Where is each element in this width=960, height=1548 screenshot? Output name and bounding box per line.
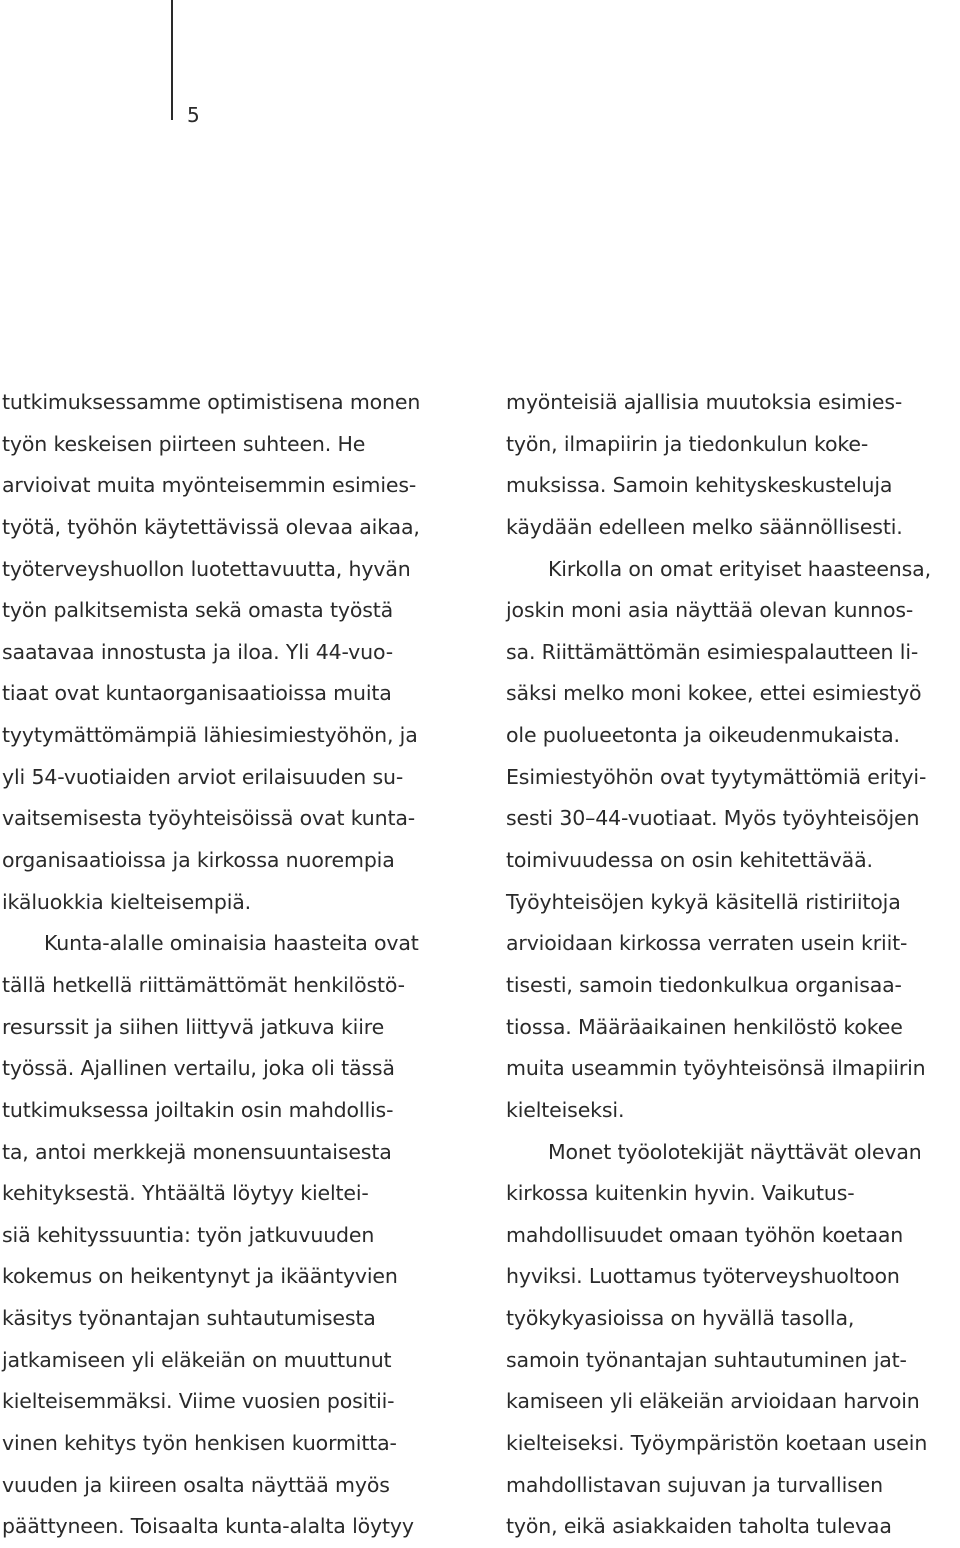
text-line: Monet työolotekijät näyttävät olevan — [548, 1139, 922, 1164]
text-line: tällä hetkellä riittämättömät henkilöstö- — [2, 972, 405, 997]
text-line: joskin moni asia näyttää olevan kunnos- — [506, 598, 914, 623]
text-line: kielteisemmäksi. Viime vuosien positii- — [2, 1389, 395, 1414]
text-line: ta, antoi merkkejä monensuuntaisesta — [2, 1139, 392, 1164]
text-line: käsitys työnantajan suhtautumisesta — [2, 1306, 376, 1331]
text-line: tutkimuksessamme optimistisena monen — [2, 390, 421, 414]
text-line: arvioidaan kirkossa verraten usein kriit- — [506, 931, 908, 956]
text-line: ikäluokkia kielteisempiä. — [2, 889, 252, 914]
text-line: säksi melko moni kokee, ettei esimiestyö — [506, 681, 922, 706]
text-line: tutkimuksessa joiltakin osin mahdollis- — [2, 1097, 394, 1122]
text-line: myönteisiä ajallisia muutoksia esimies- — [506, 390, 903, 414]
text-line: Työyhteisöjen kykyä käsitellä ristiriitoja — [506, 889, 901, 914]
text-line: kirkossa kuitenkin hyvin. Vaikutus- — [506, 1181, 855, 1206]
text-line: kielteiseksi. Työympäristön koetaan usein — [506, 1431, 928, 1456]
text-line: sesti 30–44-vuotiaat. Myös työyhteisöjen — [506, 806, 920, 831]
text-line: mahdollisuudet omaan työhön koetaan — [506, 1222, 904, 1247]
text-line: samoin työnantajan suhtautuminen jat- — [506, 1347, 907, 1372]
text-line: työn keskeisen piirteen suhteen. He — [2, 431, 366, 456]
text-line: työterveyshuollon luotettavuutta, hyvän — [2, 556, 411, 581]
page-number: 5 — [187, 103, 200, 127]
text-line: yli 54-vuotiaiden arviot erilaisuuden su- — [2, 764, 404, 789]
header-vertical-rule — [171, 0, 173, 120]
text-line: työkykyasioissa on hyvällä tasolla, — [506, 1306, 855, 1331]
text-line: käydään edelleen melko säännöllisesti. — [506, 514, 903, 539]
text-line: hyviksi. Luottamus työterveyshuoltoon — [506, 1264, 900, 1289]
text-line: siä kehityssuuntia: työn jatkuvuuden — [2, 1222, 375, 1247]
text-line: työn palkitsemista sekä omasta työstä — [2, 598, 394, 623]
text-line: kehityksestä. Yhtäältä löytyy kieltei- — [2, 1181, 369, 1206]
text-line: Kirkolla on omat erityiset haasteensa, — [548, 556, 931, 581]
text-line: arvioivat muita myönteisemmin esimies- — [2, 473, 417, 498]
text-line: saatavaa innostusta ja iloa. Yli 44-vuo- — [2, 639, 394, 664]
text-line: työn, ilmapiirin ja tiedonkulun koke- — [506, 431, 869, 456]
text-line: muksissa. Samoin kehityskeskusteluja — [506, 473, 893, 498]
text-line: kamiseen yli eläkeiän arvioidaan harvoin — [506, 1389, 920, 1414]
text-line: kielteiseksi. — [506, 1097, 625, 1122]
left-text-column — [2, 382, 472, 1548]
text-line: Kunta-alalle ominaisia haasteita ovat — [44, 931, 419, 956]
text-line: sa. Riittämättömän esimiespalautteen li- — [506, 639, 919, 664]
text-line: tiaat ovat kuntaorganisaatioissa muita — [2, 681, 392, 706]
text-line: toimivuudessa on osin kehitettävää. — [506, 848, 873, 873]
text-line: ole puolueetonta ja oikeudenmukaista. — [506, 723, 900, 748]
text-line: tisesti, samoin tiedonkulkua organisaa- — [506, 972, 902, 997]
text-line: vuuden ja kiireen osalta näyttää myös — [2, 1472, 390, 1497]
text-line: työtä, työhön käytettävissä olevaa aikaa, — [2, 514, 420, 539]
text-line: kokemus on heikentynyt ja ikääntyvien — [2, 1264, 398, 1289]
text-line: Esimiestyöhön ovat tyytymättömiä erityi- — [506, 764, 927, 789]
text-line: vinen kehitys työn henkisen kuormitta- — [2, 1431, 397, 1456]
text-line: jatkamiseen yli eläkeiän on muuttunut — [2, 1347, 392, 1372]
text-line: resurssit ja siihen liittyvä jatkuva kiire — [2, 1014, 385, 1039]
text-line: työssä. Ajallinen vertailu, joka oli tässä — [2, 1056, 395, 1081]
text-line: tiossa. Määräaikainen henkilöstö kokee — [506, 1014, 903, 1039]
text-line: muita useammin työyhteisönsä ilmapiirin — [506, 1056, 926, 1081]
right-text-column — [506, 382, 960, 1548]
text-line: vaitsemisesta työyhteisöissä ovat kunta- — [2, 806, 416, 831]
text-line: työn, eikä asiakkaiden taholta tulevaa — [506, 1514, 892, 1539]
text-line: päättyneen. Toisaalta kunta-alalta löytyy — [2, 1514, 414, 1539]
text-line: mahdollistavan sujuvan ja turvallisen — [506, 1472, 883, 1497]
text-line: tyytymättömämpiä lähiesimiestyöhön, ja — [2, 723, 418, 748]
text-line: organisaatioissa ja kirkossa nuorempia — [2, 848, 395, 873]
